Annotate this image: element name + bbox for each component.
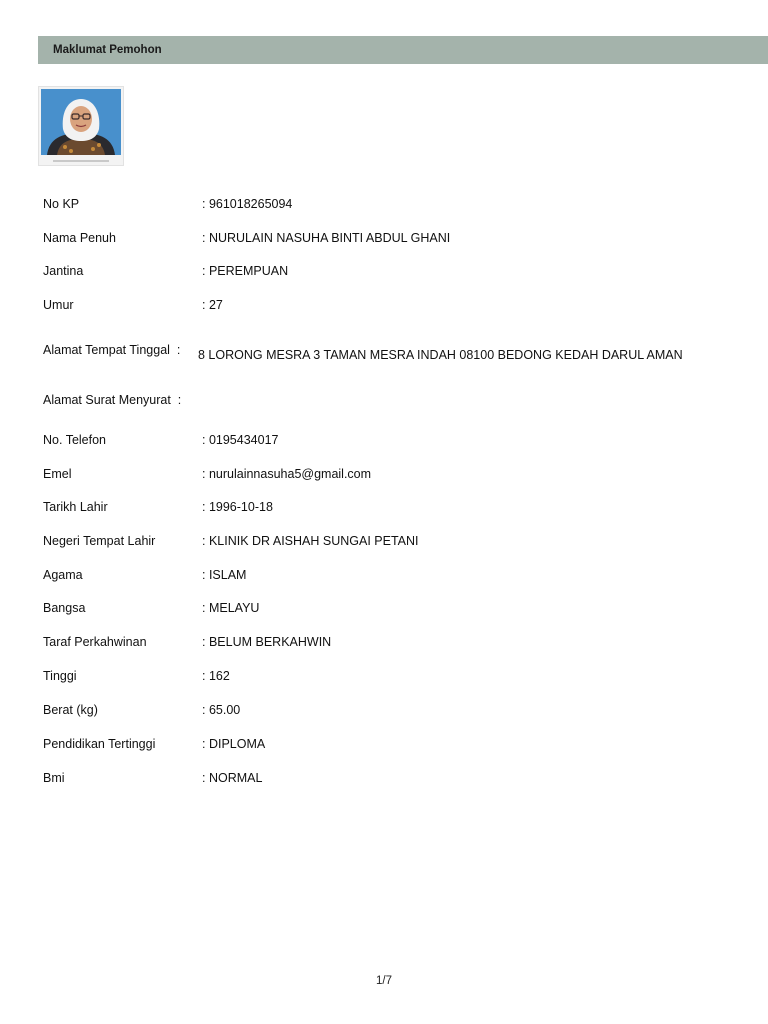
field-row-tinggi (43, 667, 763, 685)
field-label: Pendidikan Tertinggi (43, 737, 156, 751)
field-value: : 27 (202, 296, 223, 314)
applicant-photo (38, 86, 124, 166)
field-row-berat (43, 701, 763, 719)
field-value: : 162 (202, 667, 230, 685)
field-value: : ISLAM (202, 566, 246, 584)
field-value: : 65.00 (202, 701, 240, 719)
field-row-no-telefon (43, 431, 763, 449)
field-row-umur (43, 296, 763, 314)
field-value: : PEREMPUAN (202, 262, 288, 280)
field-value: : NORMAL (202, 769, 262, 787)
field-row-alamat-surat-menyurat (43, 391, 763, 409)
field-row-no-kp (43, 195, 763, 213)
field-value: : BELUM BERKAHWIN (202, 633, 331, 651)
field-label: Taraf Perkahwinan (43, 635, 147, 649)
field-label: Nama Penuh (43, 231, 116, 245)
field-row-negeri-tempat-lahir (43, 532, 763, 550)
field-value: : 0195434017 (202, 431, 278, 449)
field-value: : NURULAIN NASUHA BINTI ABDUL GHANI (202, 229, 450, 247)
field-label: Negeri Tempat Lahir (43, 534, 156, 548)
portrait-image (41, 89, 121, 155)
field-value: : MELAYU (202, 599, 259, 617)
field-row-bangsa (43, 599, 763, 617)
field-row-bmi (43, 769, 763, 787)
field-label: No KP (43, 197, 80, 211)
field-value: 8 LORONG MESRA 3 TAMAN MESRA INDAH 08100 BEDONG KEDAH DARUL AMAN (198, 348, 683, 362)
field-label: Umur (43, 298, 74, 312)
field-label: Alamat Tempat Tinggal : (43, 341, 180, 359)
field-row-taraf-perkahwinan (43, 633, 763, 651)
field-label: Emel (43, 467, 72, 481)
field-row-alamat-tempat-tinggal (43, 341, 763, 365)
field-value: : 1996-10-18 (202, 498, 273, 516)
field-value: : 961018265094 (202, 195, 292, 213)
field-row-nama-penuh (43, 229, 763, 247)
field-value: : nurulainnasuha5@gmail.com (202, 465, 371, 483)
photo-caption-line (53, 160, 109, 162)
field-row-tarikh-lahir (43, 498, 763, 516)
field-label: Berat (kg) (43, 703, 98, 717)
field-label: No. Telefon (43, 433, 107, 447)
field-label: Tinggi (43, 669, 77, 683)
field-label: Tarikh Lahir (43, 500, 108, 514)
field-value: : KLINIK DR AISHAH SUNGAI PETANI (202, 532, 419, 550)
field-label: Agama (43, 568, 83, 582)
page-number: 1/7 (376, 975, 392, 987)
section-title: Maklumat Pemohon (53, 44, 162, 56)
section-header (38, 36, 768, 64)
field-row-emel (43, 465, 763, 483)
field-value: : DIPLOMA (202, 735, 265, 753)
field-label: Bangsa (43, 601, 86, 615)
field-label: Alamat Surat Menyurat : (43, 391, 181, 409)
field-label: Bmi (43, 771, 65, 785)
field-row-jantina (43, 262, 763, 280)
field-label: Jantina (43, 264, 84, 278)
field-row-pendidikan-tertinggi (43, 735, 763, 753)
field-row-agama (43, 566, 763, 584)
